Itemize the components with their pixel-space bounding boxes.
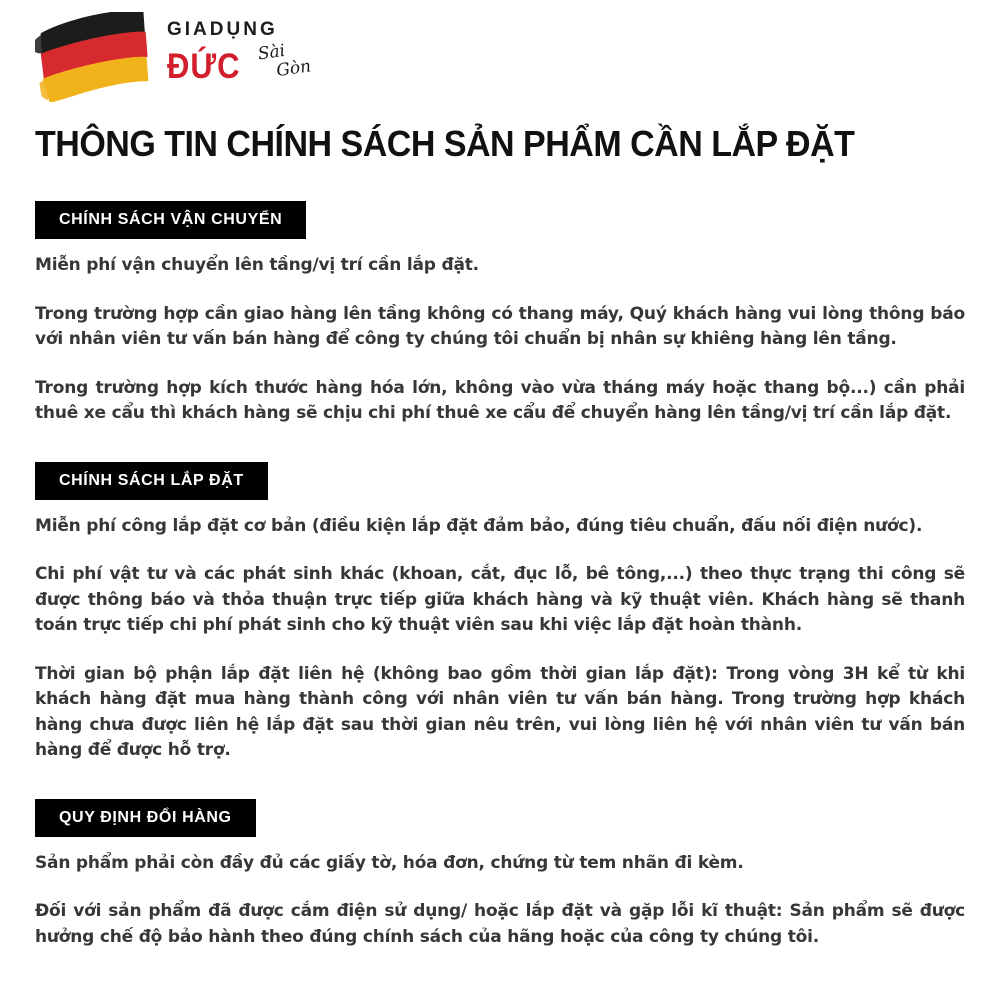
section-body-exchange [35,851,965,951]
page-title: THÔNG TIN CHÍNH SÁCH SẢN PHẨM CẦN LẮP ĐẶT [35,124,855,165]
section-exchange-rules [35,787,965,951]
paragraph: Sản phẩm phải còn đầy đủ các giấy tờ, hóa đơn, chứng từ tem nhãn đi kèm. [35,852,744,873]
section-heading-exchange: QUY ĐỊNH ĐỔI HÀNG [35,799,256,837]
paragraph: Miễn phí công lắp đặt cơ bản (điều kiện lắp đặt đảm bảo, đúng tiêu chuẩn, đấu nối điện nước). [35,515,923,536]
paragraph: Chi phí vật tư và các phát sinh khác (khoan, cắt, đục lỗ, bê tông,...) theo thực trạng thi công sẽ được thông báo và thỏa thuận trực tiếp giữa khách hàng và kỹ thuật viên. Khách hàng sẽ thanh toán trực tiếp chi phí phát sinh cho kỹ thuật viên sau khi việc lắp đặt hoàn thành. [35,564,965,635]
section-shipping-policy [35,163,965,427]
brand-name-main: ĐỨC [167,45,241,86]
brand-script [247,40,312,84]
paragraph: Miễn phí vận chuyển lên tầng/vị trí cần lắp đặt. [35,255,479,275]
brand-name-top: GIADỤNG [167,19,278,40]
german-flag-icon [35,12,157,102]
section-heading-installation: CHÍNH SÁCH LẮP ĐẶT [35,462,268,500]
paragraph: Trong trường hợp cần giao hàng lên tầng không có thang máy, Quý khách hàng vui lòng thông báo với nhân viên tư vấn bán hàng để công ty chúng tôi chuẩn bị nhân sự khiêng hàng lên tầng. [35,303,965,349]
brand-script-line2: Gòn [274,56,312,82]
section-body-installation [35,514,965,764]
paragraph: Đối với sản phẩm đã được cắm điện sử dụng/ hoặc lắp đặt và gặp lỗi kĩ thuật: Sản phẩm sẽ được hưởng chế độ bảo hành theo đúng chính sách của hãng hoặc của công ty chúng tôi. [35,901,965,947]
section-heading-shipping: CHÍNH SÁCH VẬN CHUYỂN [35,201,306,239]
brand-logo [35,12,965,108]
brand-script-line1: Sài [256,40,286,65]
paragraph: Trong trường hợp kích thước hàng hóa lớn, không vào vừa tháng máy hoặc thang bộ...) cần phải thuê xe cẩu thì khách hàng sẽ chịu chi phí thuê xe cẩu để chuyển hàng lên tầng/vị trí cần lắp đặt. [35,377,965,423]
section-body-shipping [35,253,965,427]
section-installation-policy [35,450,965,764]
brand-wordmark [167,12,312,86]
paragraph: Thời gian bộ phận lắp đặt liên hệ (không bao gồm thời gian lắp đặt): Trong vòng 3H kể từ khi khách hàng đặt mua hàng thành công với nhân viên tư vấn bán hàng. Trong trường hợp khách hàng chưa được liên hệ lắp đặt sau thời gian nêu trên, vui lòng liên hệ với nhân viên tư vấn bán hàng để được hỗ trợ. [35,663,965,760]
